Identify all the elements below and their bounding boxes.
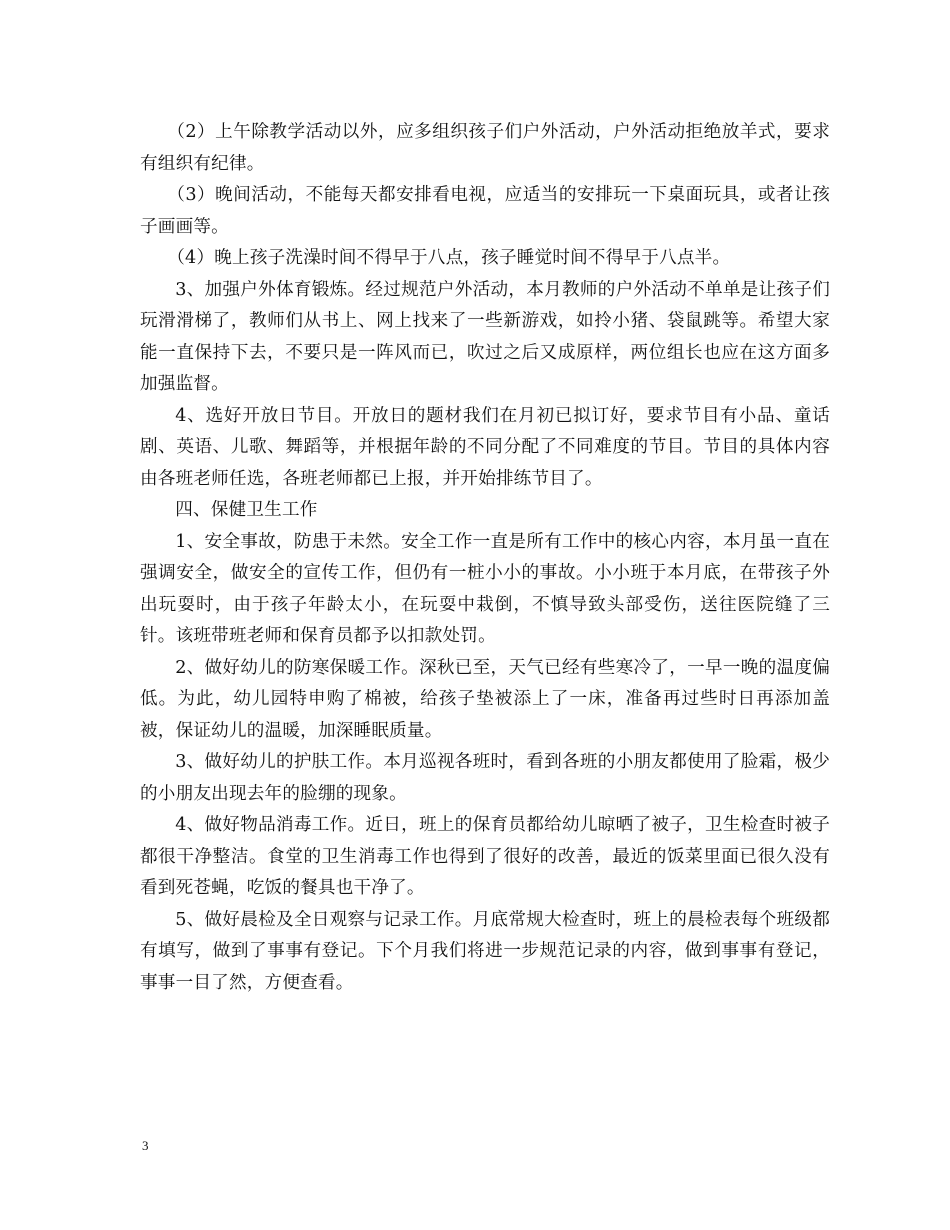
paragraph-morning-check: 5、做好晨检及全日观察与记录工作。月底常规大检查时，班上的晨检表每个班级都有填写，做到了事事有登记。下个月我们将进一步规范记录的内容，做到事事有登记，事事一目了然，方便查看。 <box>140 909 830 993</box>
paragraph-item-3-evening: （3）晚间活动，不能每天都安排看电视，应适当的安排玩一下桌面玩具，或者让孩子画画等。 <box>140 185 830 237</box>
paragraph-item-4-bedtime: （4）晚上孩子洗澡时间不得早于八点，孩子睡觉时间不得早于八点半。 <box>167 248 731 268</box>
paragraph-skin-care: 3、做好幼儿的护肤工作。本月巡视各班时，看到各班的小朋友都使用了脸霜，极少的小朋友出现去年的脸绷的现象。 <box>140 752 830 804</box>
document-body <box>140 117 830 999</box>
section-heading-health: 四、保健卫生工作 <box>175 500 318 520</box>
paragraph-safety: 1、安全事故，防患于未然。安全工作一直是所有工作中的核心内容，本月虽一直在强调安全，做安全的宣传工作，但仍有一桩小小的事故。小小班于本月底，在带孩子外出玩耍时，由于孩子年龄太小，在玩耍中栽倒，不慎导致头部受伤，送往医院缝了三针。该班带班老师和保育员都予以扣款处罚。 <box>140 531 830 646</box>
page-number: 3 <box>142 1138 149 1153</box>
paragraph-warmth: 2、做好幼儿的防寒保暖工作。深秋已至，天气已经有些寒冷了，一早一晚的温度偏低。为此，幼儿园特申购了棉被，给孩子垫被添上了一床，准备再过些时日再添加盖被，保证幼儿的温暖，加深睡眠质量。 <box>140 657 830 741</box>
paragraph-open-day-program: 4、选好开放日节目。开放日的题材我们在月初已拟订好，要求节目有小品、童话剧、英语、儿歌、舞蹈等，并根据年龄的不同分配了不同难度的节目。节目的具体内容由各班老师任选，各班老师都已上报，并开始排练节目了。 <box>140 405 830 489</box>
paragraph-item-2-outdoor: （2）上午除教学活动以外，应多组织孩子们户外活动，户外活动拒绝放羊式，要求有组织有纪律。 <box>140 122 830 174</box>
paragraph-disinfection: 4、做好物品消毒工作。近日，班上的保育员都给幼儿晾晒了被子，卫生检查时被子都很干净整洁。食堂的卫生消毒工作也得到了很好的改善，最近的饭菜里面已很久没有看到死苍蝇，吃饭的餐具也干净了。 <box>140 815 830 898</box>
paragraph-outdoor-exercise: 3、加强户外体育锻炼。经过规范户外活动，本月教师的户外活动不单单是让孩子们玩滑滑梯了，教师们从书上、网上找来了一些新游戏，如拎小猪、袋鼠跳等。希望大家能一直保持下去，不要只是一阵风而已，吹过之后又成原样，两位组长也应在这方面多加强监督。 <box>140 279 830 394</box>
